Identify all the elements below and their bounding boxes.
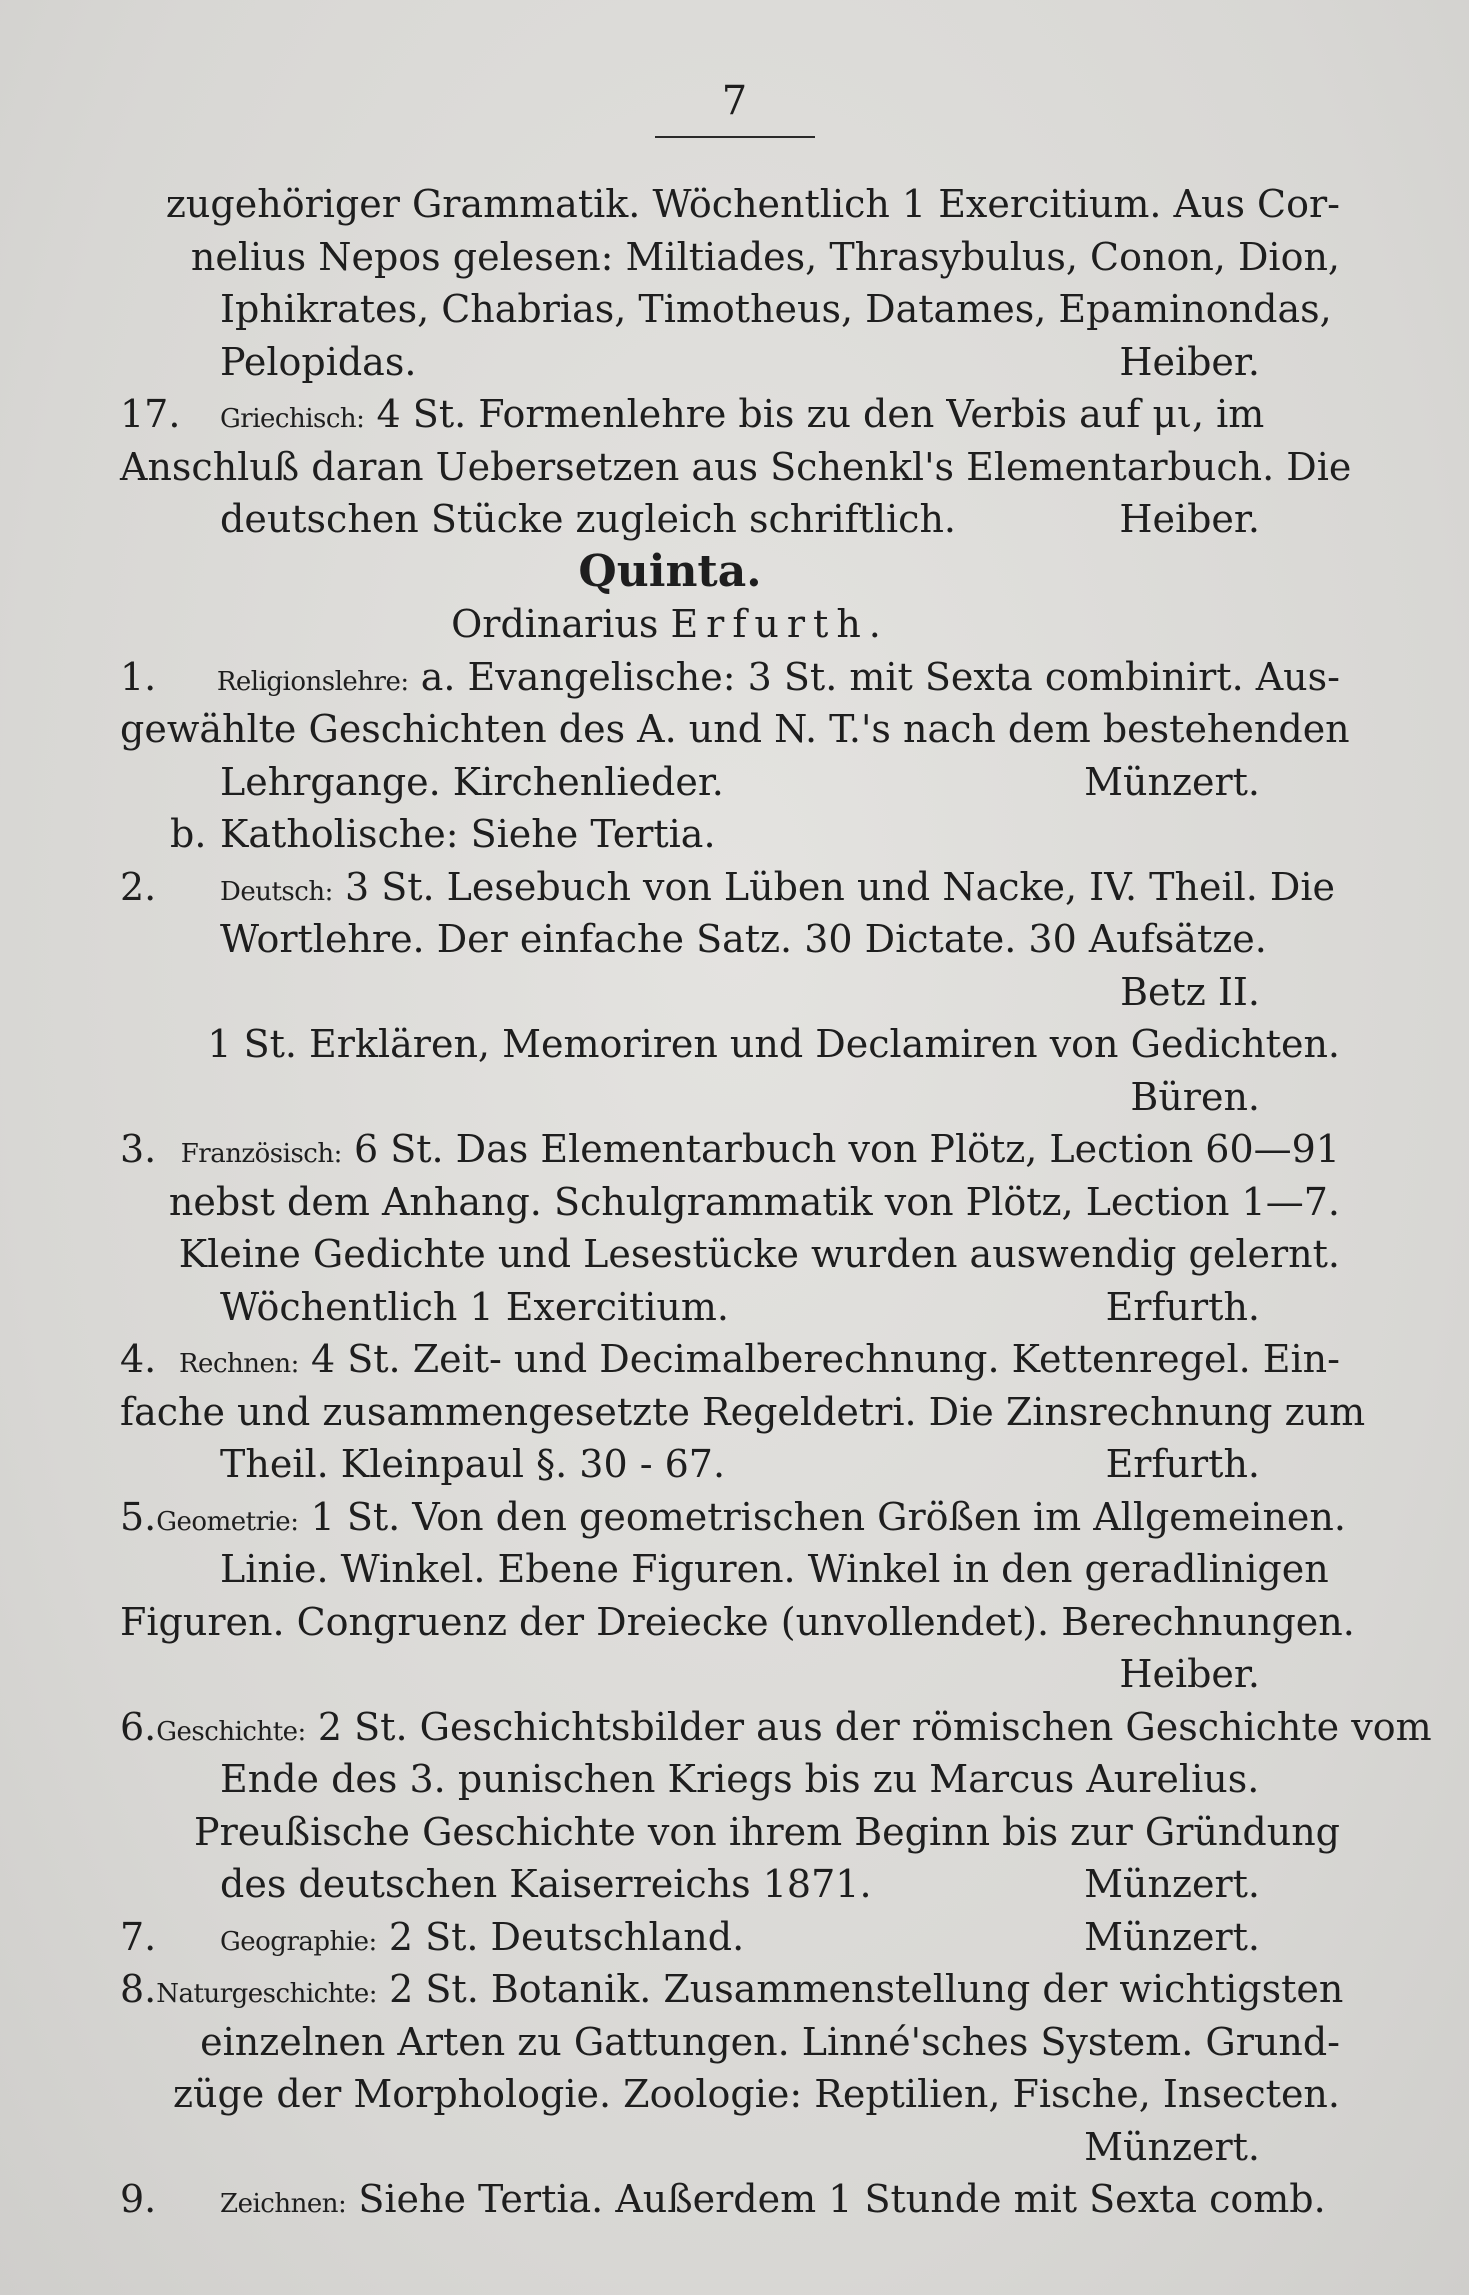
- subject-label: Geometrie:: [156, 1506, 299, 1537]
- teacher-name: Erfurth.: [1105, 1284, 1260, 1329]
- item-geographie: 7. Geographie: 2 St. Deutschland. Münzert.: [120, 1911, 1340, 1964]
- item-naturgeschichte: 8. Naturgeschichte: 2 St. Botanik. Zusammenstellung der wichtigsten: [120, 1963, 1340, 2016]
- subject-label: Geographie:: [220, 1926, 377, 1957]
- teacher-name: Büren.: [1130, 1074, 1260, 1119]
- item-number: 9.: [120, 2177, 157, 2221]
- text-line: Theil. Kleinpaul §. 30 - 67. Erfurth.: [120, 1438, 1340, 1491]
- item-geometrie: 5. Geometrie: 1 St. Von den geometrischen Größen im Allgemeinen.: [120, 1491, 1340, 1544]
- text-line: Wöchentlich 1 Exercitium. Erfurth.: [120, 1281, 1340, 1334]
- text-line: b. Katholische: Siehe Tertia.: [170, 812, 716, 856]
- text-line: Ende des 3. punischen Kriegs bis zu Marcus Aurelius.: [220, 1757, 1260, 1801]
- subject-label: Rechnen:: [178, 1349, 299, 1379]
- item-geschichte: 6. Geschichte: 2 St. Geschichtsbilder aus der römischen Geschichte vom: [120, 1701, 1340, 1754]
- item-deutsch: 2. Deutsch: 3 St. Lesebuch von Lüben und Nacke, IV. Theil. Die: [120, 861, 1340, 914]
- item-number: 3.: [120, 1127, 157, 1171]
- page-number: 7: [721, 78, 748, 124]
- item-franzoesisch: 3. Französisch: 6 St. Das Elementarbuch von Plötz, Lection 60—91: [120, 1123, 1340, 1176]
- text-line: gewählte Geschichten des A. und N. T.'s nach dem bestehenden: [120, 707, 1350, 751]
- teacher-name: Betz II.: [1120, 969, 1260, 1014]
- item-number: 6.: [120, 1704, 157, 1749]
- item-number: 1.: [120, 654, 157, 699]
- text-line: Anschluß daran Uebersetzen aus Schenkl's Elementarbuch. Die: [120, 444, 1352, 489]
- text-line: fache und zusammengesetzte Regeldetri. Die Zinsrechnung zum: [120, 1389, 1366, 1434]
- subject-label: Naturgeschichte:: [156, 1979, 378, 2009]
- text-line: nelius Nepos gelesen: Miltiades, Thrasybulus, Conon, Dion,: [190, 234, 1340, 279]
- item-religion: 1. Religionslehre: a. Evangelische: 3 St. mit Sexta combinirt. Aus-: [120, 651, 1340, 704]
- text-line: [120, 1071, 1340, 1124]
- teacher-name: Erfurth.: [1105, 1442, 1260, 1486]
- text-line: des deutschen Kaiserreichs 1871. Münzert.: [120, 1858, 1340, 1911]
- item-rechnen: 4. Rechnen: 4 St. Zeit- und Decimalberechnung. Kettenregel. Ein-: [120, 1333, 1340, 1386]
- item-number: 7.: [120, 1914, 157, 1959]
- text-line: Linie. Winkel. Ebene Figuren. Winkel in den geradlinigen: [220, 1547, 1329, 1591]
- item-number: 2.: [120, 864, 157, 909]
- ordinarius-line: Ordinarius Erfurth.: [120, 598, 1340, 651]
- text-line: einzelnen Arten zu Gattungen. Linné'sches System. Grund-: [200, 2019, 1340, 2064]
- section-heading: Quinta.: [578, 545, 762, 597]
- text-line: Iphikrates, Chabrias, Timotheus, Datames, Epaminondas,: [220, 287, 1332, 331]
- subject-label: Zeichnen:: [220, 2189, 347, 2219]
- teacher-name: Heiber.: [1119, 339, 1260, 384]
- text-line: Preußische Geschichte von ihrem Beginn bis zur Gründung: [194, 1809, 1340, 1854]
- teacher-name: Heiber.: [1119, 1652, 1260, 1696]
- ordinarius-name: Erfurth.: [670, 602, 889, 646]
- subject-label: Französisch:: [180, 1139, 342, 1169]
- teacher-name: Münzert.: [1084, 1862, 1260, 1906]
- text-line: deutschen Stücke zugleich schriftlich. Heiber.: [120, 493, 1340, 546]
- page-body: [120, 178, 1432, 2226]
- subject-label: Religionslehre:: [216, 666, 409, 697]
- text-line: Lehrgange. Kirchenlieder. Münzert.: [120, 756, 1340, 809]
- text-line: [120, 2121, 1340, 2174]
- text-line: nebst dem Anhang. Schulgrammatik von Plötz, Lection 1—7.: [168, 1179, 1340, 1224]
- page-number-rule: [655, 136, 815, 138]
- item-zeichnen: 9. Zeichnen: Siehe Tertia. Außerdem 1 Stunde mit Sexta comb.: [120, 2173, 1340, 2226]
- teacher-name: Münzert.: [1084, 2124, 1260, 2169]
- item-number: 5.: [120, 1494, 157, 1539]
- item-number: 4.: [120, 1337, 157, 1381]
- item-number: 8.: [120, 1967, 157, 2011]
- teacher-name: Münzert.: [1084, 759, 1260, 804]
- subject-label: Geschichte:: [156, 1716, 306, 1747]
- item-griechisch: 17. Griechisch: 4 St. Formenlehre bis zu den Verbis auf μι, im: [120, 388, 1340, 441]
- item-number: 17.: [120, 392, 181, 436]
- teacher-name: Münzert.: [1084, 1914, 1260, 1959]
- text-line: Figuren. Congruenz der Dreiecke (unvollendet). Berechnungen.: [120, 1599, 1355, 1644]
- text-line: Pelopidas. Heiber.: [120, 336, 1340, 389]
- text-line: [120, 966, 1340, 1019]
- subject-label: Deutsch:: [220, 876, 333, 907]
- text-line: Kleine Gedichte und Lesestücke wurden auswendig gelernt.: [178, 1232, 1340, 1276]
- teacher-name: Heiber.: [1119, 497, 1260, 541]
- text-line: zugehöriger Grammatik. Wöchentlich 1 Exercitium. Aus Cor-: [165, 182, 1340, 226]
- subject-label: Griechisch:: [220, 404, 365, 434]
- text-line: 1 St. Erklären, Memoriren und Declamiren von Gedichten.: [207, 1022, 1340, 1066]
- text-line: Wortlehre. Der einfache Satz. 30 Dictate. 30 Aufsätze.: [220, 917, 1267, 961]
- text-line: [120, 1648, 1340, 1701]
- text-line: züge der Morphologie. Zoologie: Reptilien, Fische, Insecten.: [172, 2072, 1340, 2116]
